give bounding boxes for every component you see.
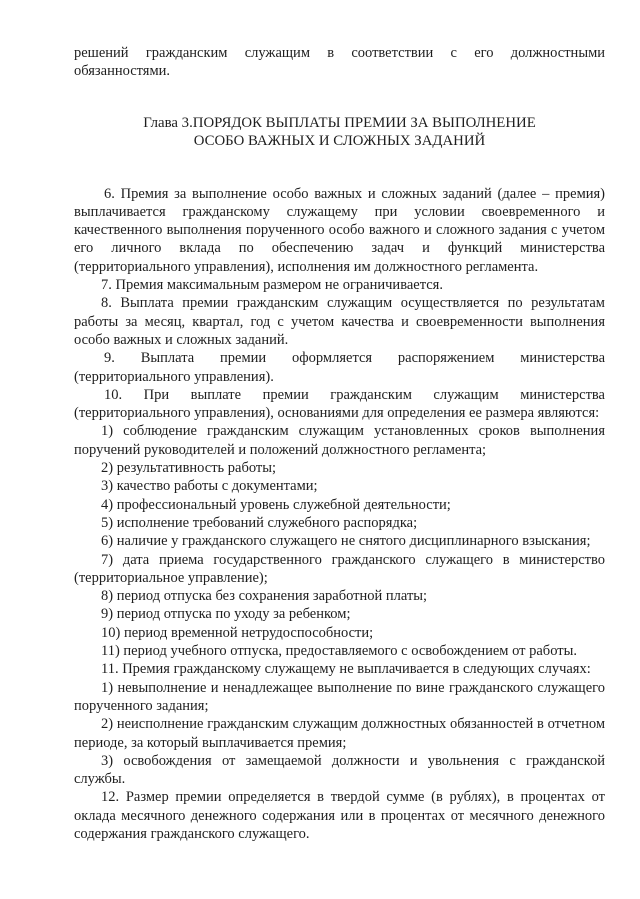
list-item-10-5: 5) исполнение требований служебного распорядка; bbox=[101, 514, 418, 531]
list-item-10-4: 4) профессиональный уровень служебной деятельности; bbox=[101, 496, 451, 513]
paragraph-6: 6. Премия за выполнение особо важных и сложных заданий (далее – премия) выплачивается гражданскому служащему при условии своевременного и качественного выполнения порученного особо важного и сложного задания с учетом его личного вклада по обеспечению задач и функций министерства (территориального управления), исполнения им должностного регламента. bbox=[74, 185, 605, 275]
list-item-10-1: 1) соблюдение гражданским служащим установленных сроков выполнения поручений руководителей и положений должностного регламента; bbox=[74, 423, 605, 458]
list-item-10-8: 8) период отпуска без сохранения заработной платы; bbox=[101, 588, 428, 605]
list-item-10-2: 2) результативность работы; bbox=[101, 460, 277, 477]
list-item-10-6: 6) наличие у гражданского служащего не снятого дисциплинарного взыскания; bbox=[101, 533, 591, 550]
list-item-11-2: 2) неисполнение гражданским служащим должностных обязанностей в отчетном периоде, за который выплачивается премия; bbox=[74, 716, 605, 751]
paragraph-8: 8. Выплата премии гражданским служащим осуществляется по результатам работы за месяц, квартал, год с учетом качества и своевременности выполнения особо важных и сложных заданий. bbox=[74, 295, 605, 348]
list-item-10-9: 9) период отпуска по уходу за ребенком; bbox=[101, 606, 351, 623]
chapter-heading-line-1: Глава 3.ПОРЯДОК ВЫПЛАТЫ ПРЕМИИ ЗА ВЫПОЛНЕНИЕ bbox=[143, 114, 536, 131]
list-item-10-7: 7) дата приема государственного гражданского служащего в министерство (территориальное управление); bbox=[74, 551, 605, 586]
chapter-heading bbox=[74, 114, 605, 151]
paragraph-11: 11. Премия гражданскому служащему не выплачивается в следующих случаях: bbox=[101, 661, 591, 678]
list-item-10-11: 11) период учебного отпуска, предоставляемого с освобождением от работы. bbox=[101, 643, 577, 660]
paragraph-7: 7. Премия максимальным размером не ограничивается. bbox=[101, 277, 443, 294]
list-item-11-1: 1) невыполнение и ненадлежащее выполнение по вине гражданского служащего порученного задания; bbox=[74, 679, 605, 714]
paragraph-12: 12. Размер премии определяется в твердой сумме (в рублях), в процентах от оклада месячного денежного содержания или в процентах от месячного денежного содержания гражданского служащего. bbox=[74, 789, 605, 842]
paragraph-10: 10. При выплате премии гражданским служащим министерства (территориального управления), основаниями для определения ее размера являются: bbox=[74, 386, 605, 422]
document-body bbox=[74, 44, 605, 843]
chapter-heading-line-2: ОСОБО ВАЖНЫХ И СЛОЖНЫХ ЗАДАНИЙ bbox=[193, 133, 486, 150]
list-item-11-3: 3) освобождения от замещаемой должности и увольнения с гражданской службы. bbox=[74, 752, 605, 788]
intro-paragraph: решений гражданским служащим в соответствии с его должностными обязанностями. bbox=[74, 45, 605, 80]
list-item-10-10: 10) период временной нетрудоспособности; bbox=[101, 624, 374, 641]
paragraph-9: 9. Выплата премии оформляется распоряжением министерства (территориального управления). bbox=[74, 350, 605, 385]
list-item-10-3: 3) качество работы с документами; bbox=[101, 478, 318, 495]
